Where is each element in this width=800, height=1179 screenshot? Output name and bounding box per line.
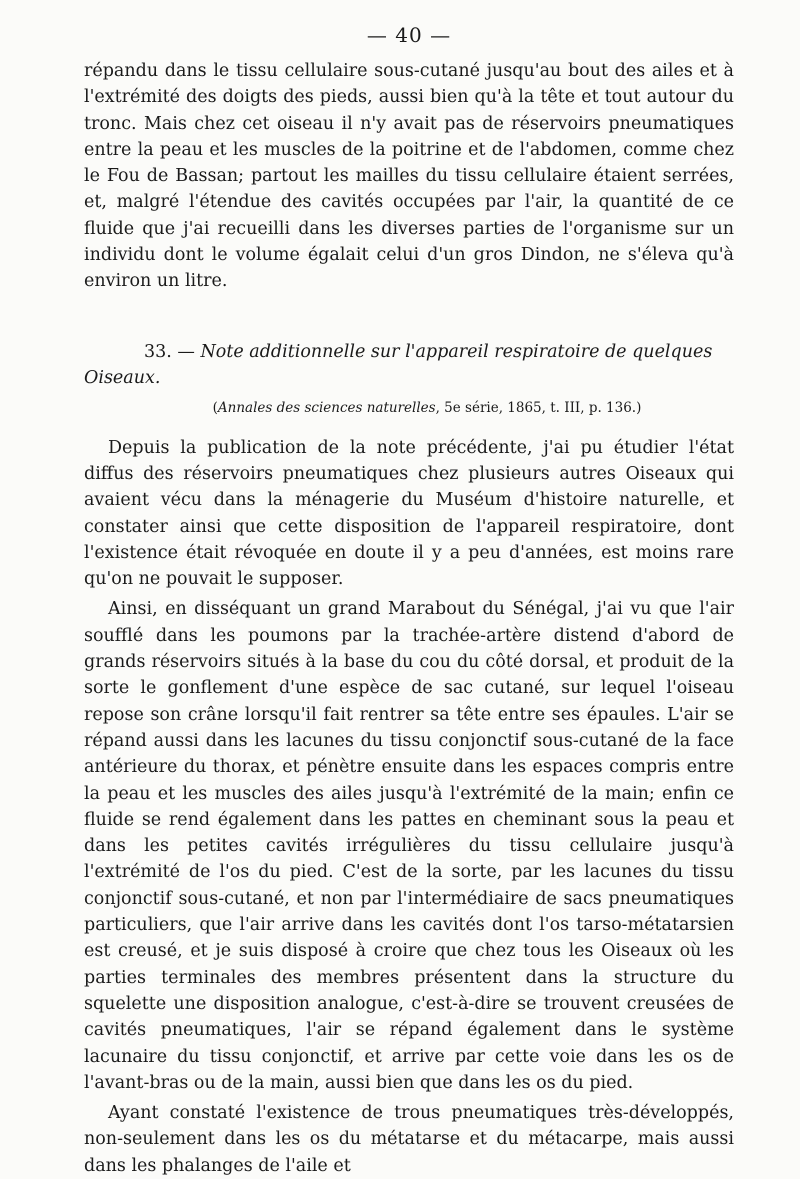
section-title: Note additionnelle sur l'appareil respiratoire de quelques Oiseaux. <box>84 341 713 388</box>
section-heading <box>84 339 734 391</box>
citation-open: ( <box>212 399 218 416</box>
page <box>84 22 734 1179</box>
paragraph: Ayant constaté l'existence de trous pneumatiques très-développés, non-seulement dans les os du métatarse et du métacarpe, mais aussi dans les phalanges de l'aile et <box>84 1103 734 1176</box>
section-number: 33. — <box>144 341 195 362</box>
citation-journal: Annales des sciences naturelles <box>217 399 436 416</box>
page-number: — 40 — <box>366 23 452 47</box>
paragraph: Ainsi, en disséquant un grand Marabout du Sénégal, j'ai vu que l'air soufflé dans les poumons par la trachée-artère distend d'abord de grands réservoirs situés à la base du cou du côté dorsal, et produit de la sorte le gonflement d'une espèce de sac cutané, sur lequel l'oiseau repose son crâne lorsqu'il fait rentrer sa tête entre ses épaules. L'air se répand aussi dans les lacunes du tissu conjonctif sous-cutané de la face antérieure du thorax, et pénètre ensuite dans les espaces compris entre la peau et les muscles des ailes jusqu'à l'extrémité de la main; enfin ce fluide se rend également dans les pattes en cheminant sous la peau et dans les petites cavités irrégulières du tissu cellulaire jusqu'à l'extrémité de l'os du pied. C'est de la sorte, par les lacunes du tissu conjonctif sous-cutané, et non par l'intermédiaire de sacs pneumatiques particuliers, que l'air arrive dans les cavités dont l'os tarso-métatarsien est creusé, et je suis disposé à croire que chez tous les Oiseaux où les parties terminales des membres présentent dans la structure du squelette une disposition analogue, c'est-à-dire se trouvent creusées de cavités pneumatiques, l'air se répand également dans le système lacunaire du tissu conjonctif, et arrive par cette voie dans les os de l'avant-bras ou de la main, aussi bien que dans les os du pied. <box>84 599 734 1093</box>
section-citation <box>84 397 734 419</box>
paragraph-continuation: répandu dans le tissu cellulaire sous-cutané jusqu'au bout des ailes et à l'extrémité des doigts des pieds, aussi bien qu'à la tête et tout autour du tronc. Mais chez cet oiseau il n'y avait pas de réservoirs pneumatiques entre la peau et les muscles de la poitrine et de l'abdomen, comme chez le Fou de Bassan; partout les mailles du tissu cellulaire étaient serrées, et, malgré l'étendue des cavités occupées par l'air, la quantité de ce fluide que j'ai recueilli dans les diverses parties de l'organisme sur un individu dont le volume égalait celui d'un gros Dindon, ne s'éleva qu'à environ un litre. <box>84 61 734 292</box>
citation-details: , 5e série, 1865, t. III, p. 136.) <box>435 399 642 416</box>
paragraph: Depuis la publication de la note précédente, j'ai pu étudier l'état diffus des réservoirs pneumatiques chez plusieurs autres Oiseaux qui avaient vécu dans la ménagerie du Muséum d'histoire naturelle, et constater ainsi que cette disposition de l'appareil respiratoire, dont l'existence était révoquée en doute il y a peu d'années, est moins rare qu'on ne pouvait le supposer. <box>84 437 734 590</box>
